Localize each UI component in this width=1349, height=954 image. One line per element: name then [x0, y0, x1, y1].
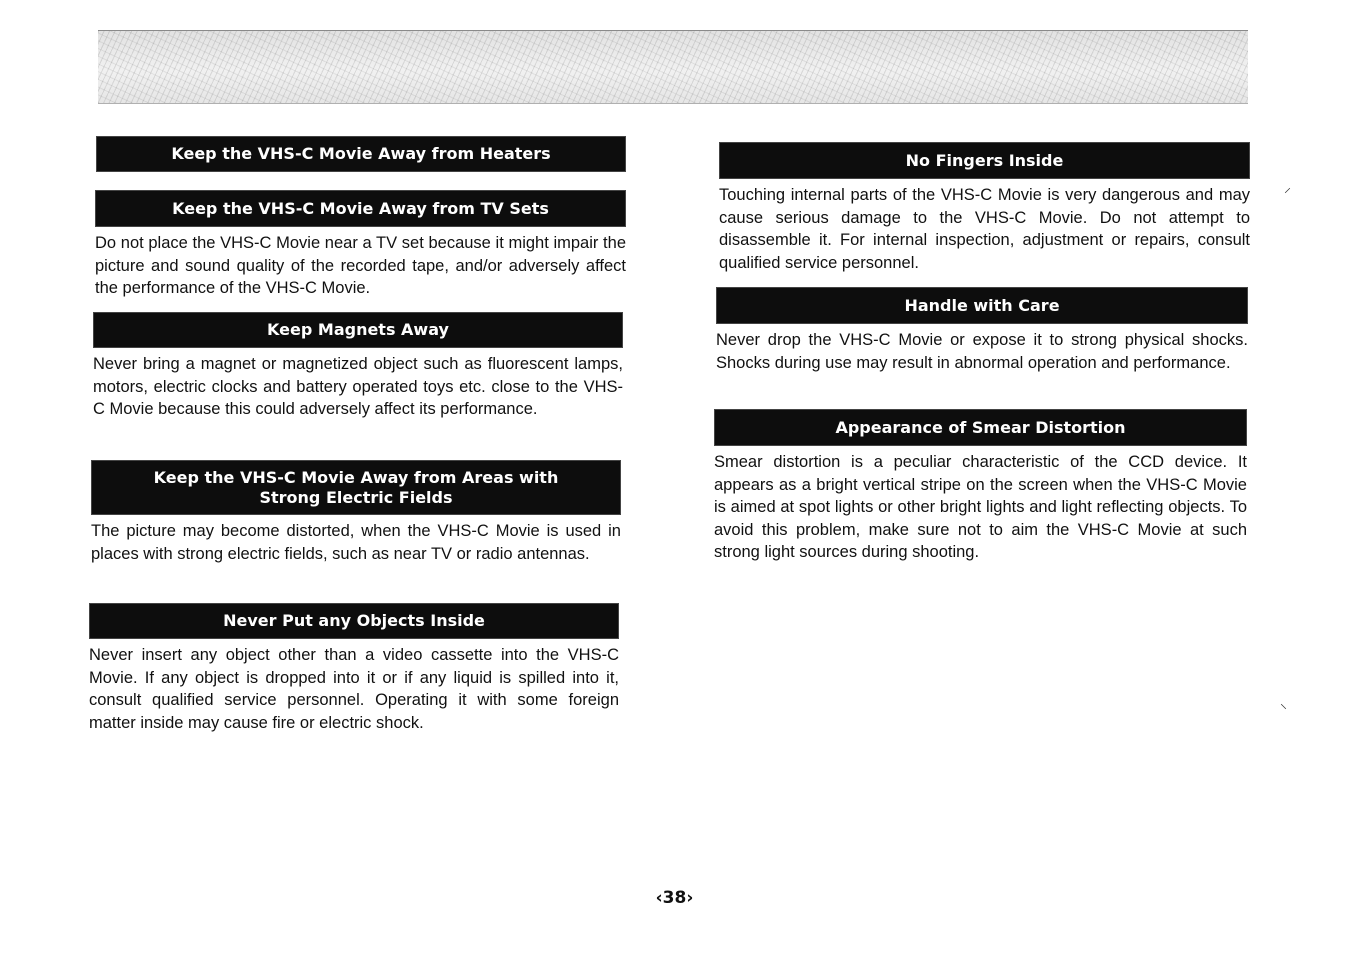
- section-title: Keep the VHS-C Movie Away from Heaters: [96, 136, 626, 172]
- section-title: Appearance of Smear Distortion: [714, 409, 1247, 446]
- section-electric-fields: [91, 460, 621, 565]
- section-title-line-1: Keep the VHS-C Movie Away from Areas with: [153, 467, 559, 487]
- section-objects-inside: [89, 603, 619, 734]
- section-body: Smear distortion is a peculiar characteristic of the CCD device. It appears as a bright vertical stripe on the screen when the VHS-C Movie is aimed at spot lights or other bright lights and light reflecting objects. To avoid this problem, make sure not to aim the VHS-C Movie at such strong light sources during shooting.: [714, 453, 1247, 561]
- section-title: [91, 460, 621, 515]
- section-title: Handle with Care: [716, 287, 1248, 324]
- section-title: Keep the VHS-C Movie Away from TV Sets: [95, 190, 626, 227]
- scan-speck-mark: ⸜: [1280, 695, 1287, 711]
- section-magnets: [93, 312, 623, 421]
- section-body: Never bring a magnet or magnetized object such as fluorescent lamps, motors, electric clocks and battery operated toys etc. close to the VHS-C Movie because this could adversely affect its performance.: [93, 355, 623, 418]
- section-body: The picture may become distorted, when the VHS-C Movie is used in places with strong electric fields, such as near TV or radio antennas.: [91, 522, 621, 563]
- header-texture-band: [98, 30, 1248, 104]
- section-body: Never insert any object other than a video cassette into the VHS-C Movie. If any object is dropped into it or if any liquid is spilled into it, consult qualified service personnel. Operating it with some foreign matter inside may cause fire or electric shock.: [89, 646, 619, 732]
- section-no-fingers: [719, 142, 1250, 274]
- section-title-line-2: Strong Electric Fields: [259, 487, 453, 507]
- section-smear: [714, 409, 1247, 564]
- section-body: Do not place the VHS-C Movie near a TV set because it might impair the picture and sound quality of the recorded tape, and/or adversely affect the performance of the VHS-C Movie.: [95, 234, 626, 297]
- section-body: Touching internal parts of the VHS-C Movie is very dangerous and may cause serious damage to the VHS-C Movie. Do not attempt to disassemble it. For internal inspection, adjustment or repairs, consult qualified service personnel.: [719, 186, 1250, 272]
- section-title: No Fingers Inside: [719, 142, 1250, 179]
- section-tv-sets: [95, 190, 626, 300]
- section-body: Never drop the VHS-C Movie or expose it to strong physical shocks. Shocks during use may result in abnormal operation and performance.: [716, 331, 1248, 372]
- page-number: ‹38›: [655, 888, 694, 908]
- scan-speck-mark: ⸝: [1284, 179, 1291, 195]
- section-handle-care: [716, 287, 1248, 374]
- section-title: Keep Magnets Away: [93, 312, 623, 348]
- section-heaters: [96, 136, 626, 172]
- section-title: Never Put any Objects Inside: [89, 603, 619, 639]
